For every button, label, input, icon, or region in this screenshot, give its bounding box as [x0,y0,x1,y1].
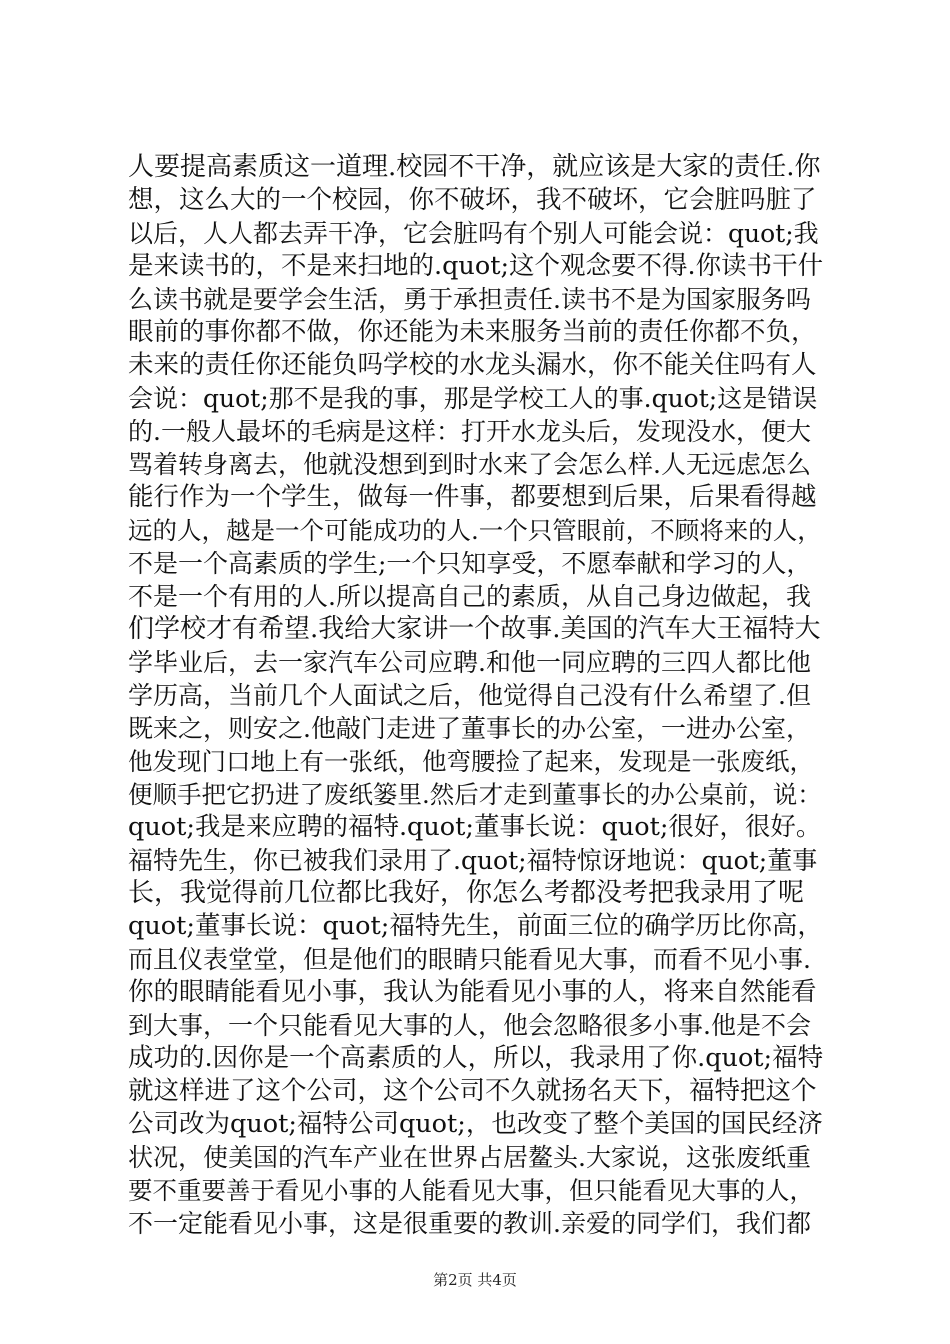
text-line: 而且仪表堂堂，但是他们的眼睛只能看见大事，而看不见小事. [128,945,811,974]
text-line: 是来读书的，不是来扫地的.quot;这个观念要不得.你读书干什 [128,251,824,281]
text-line: 的.一般人最坏的毛病是这样：打开水龙头后，发现没水，便大 [128,417,811,446]
text-line: 你的眼睛能看见小事，我认为能看见小事的人，将来自然能看 [128,977,817,1007]
text-line: 学毕业后，去一家汽车公司应聘.和他一同应聘的三四人都比他 [128,648,811,677]
text-line: quot;董事长说：quot;福特先生，前面三位的确学历比你高， [128,911,823,941]
text-line: 状况，使美国的汽车产业在世界占居鳌头.大家说，这张废纸重 [128,1143,811,1172]
text-line: 不是一个有用的人.所以提高自己的素质，从自己身边做起，我 [128,582,811,611]
text-line: 既来之，则安之.他敲门走进了董事长的办公室，一进办公室， [128,714,811,743]
text-line: 会说：quot;那不是我的事，那是学校工人的事.quot;这是错误 [128,384,818,413]
body-text [128,151,828,1240]
text-line: 能行作为一个学生，做每一件事，都要想到后果，后果看得越 [128,482,817,512]
text-line: 人要提高素质这一道理.校园不干净，就应该是大家的责任.你 [128,152,821,182]
text-line: 长，我觉得前几位都比我好，你怎么考都没考把我录用了呢 [128,878,805,908]
text-line: 想，这么大的一个校园，你不破坏，我不破坏，它会脏吗脏了 [128,185,817,215]
page-number: 第2页 共4页 [433,1271,517,1289]
text-line: 学历高，当前几个人面试之后，他觉得自己没有什么希望了.但 [128,681,811,710]
text-line: 骂着转身离去，他就没想到到时水来了会怎么样.人无远虑怎么 [128,450,811,479]
text-line: 公司改为quot;福特公司quot;，也改变了整个美国的国民经济 [128,1109,823,1139]
text-line: 远的人，越是一个可能成功的人.一个只管眼前，不顾将来的人， [128,516,822,545]
text-line: 便顺手把它扔进了废纸篓里.然后才走到董事长的办公桌前，说： [128,780,822,809]
text-line: 他发现门口地上有一张纸，他弯腰捡了起来，发现是一张废纸， [128,747,814,776]
text-line: 不是一个高素质的学生;一个只知享受，不愿奉献和学习的人， [128,549,812,578]
text-line: 以后，人人都去弄干净，它会脏吗有个别人可能会说：quot;我 [128,219,819,248]
text-line: 么读书就是要学会生活，勇于承担责任.读书不是为国家服务吗 [128,285,811,314]
text-line: 眼前的事你都不做，你还能为未来服务当前的责任你都不负， [128,317,817,347]
text-line: 成功的.因你是一个高素质的人，所以，我录用了你.quot;福特 [128,1043,824,1073]
text-line: 要不重要善于看见小事的人能看见大事，但只能看见大事的人， [128,1176,814,1205]
text-line: quot;我是来应聘的福特.quot;董事长说：quot;很好，很好。 [128,812,822,842]
text-line: 不一定能看见小事，这是很重要的教训.亲爱的同学们，我们都 [128,1209,811,1238]
text-line: 福特先生，你已被我们录用了.quot;福特惊讶地说：quot;董事 [128,846,818,875]
text-line: 未来的责任你还能负吗学校的水龙头漏水，你不能关住吗有人 [128,350,817,380]
text-line: 就这样进了这个公司，这个公司不久就扬名天下，福特把这个 [128,1076,817,1106]
text-line: 到大事，一个只能看见大事的人，他会忽略很多小事.他是不会 [128,1011,811,1040]
text-line: 们学校才有希望.我给大家讲一个故事.美国的汽车大王福特大 [128,614,821,644]
